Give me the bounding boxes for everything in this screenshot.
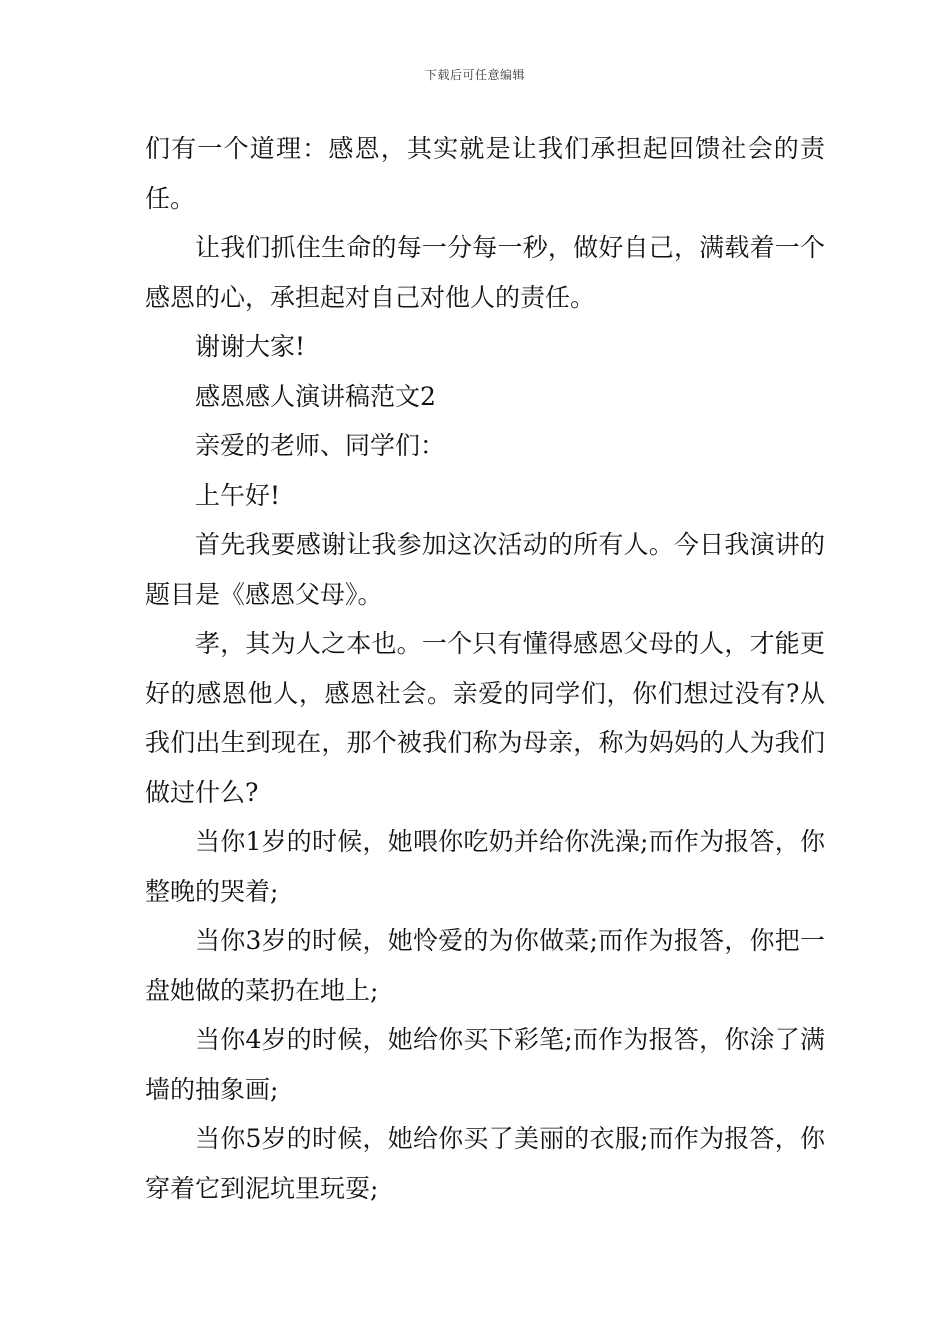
paragraph: 当你4岁的时候，她给你买下彩笔;而作为报答，你涂了满墙的抽象画;: [145, 1025, 825, 1104]
paragraph: 当你1岁的时候，她喂你吃奶并给你洗澡;而作为报答，你整晚的哭着;: [145, 827, 825, 906]
paragraph: 当你3岁的时候，她怜爱的为你做菜;而作为报答，你把一盘她做的菜扔在地上;: [145, 926, 825, 1005]
salutation: 亲爱的老师、同学们：: [195, 431, 446, 460]
paragraph: 们有一个道理：感恩，其实就是让我们承担起回馈社会的责任。: [145, 134, 825, 213]
paragraph: 当你5岁的时候，她给你买了美丽的衣服;而作为报答，你穿着它到泥坑里玩耍;: [145, 1124, 825, 1203]
paragraph: 孝，其为人之本也。一个只有懂得感恩父母的人，才能更好的感恩他人，感恩社会。亲爱的同学们，你们想过没有?从我们出生到现在，那个被我们称为母亲，称为妈妈的人为我们做过什么?: [145, 629, 825, 807]
paragraph: 谢谢大家!: [195, 332, 306, 361]
page-header-note: 下载后可任意编辑: [424, 68, 525, 82]
greeting: 上午好!: [195, 480, 281, 510]
paragraph: 让我们抓住生命的每一分每一秒，做好自己，满载着一个感恩的心，承担起对自己对他人的责任。: [145, 233, 825, 312]
document-body: [145, 124, 825, 1213]
section-title: 感恩感人演讲稿范文2: [195, 381, 436, 411]
paragraph: 首先我要感谢让我参加这次活动的所有人。今日我演讲的题目是《感恩父母》。: [145, 530, 825, 609]
